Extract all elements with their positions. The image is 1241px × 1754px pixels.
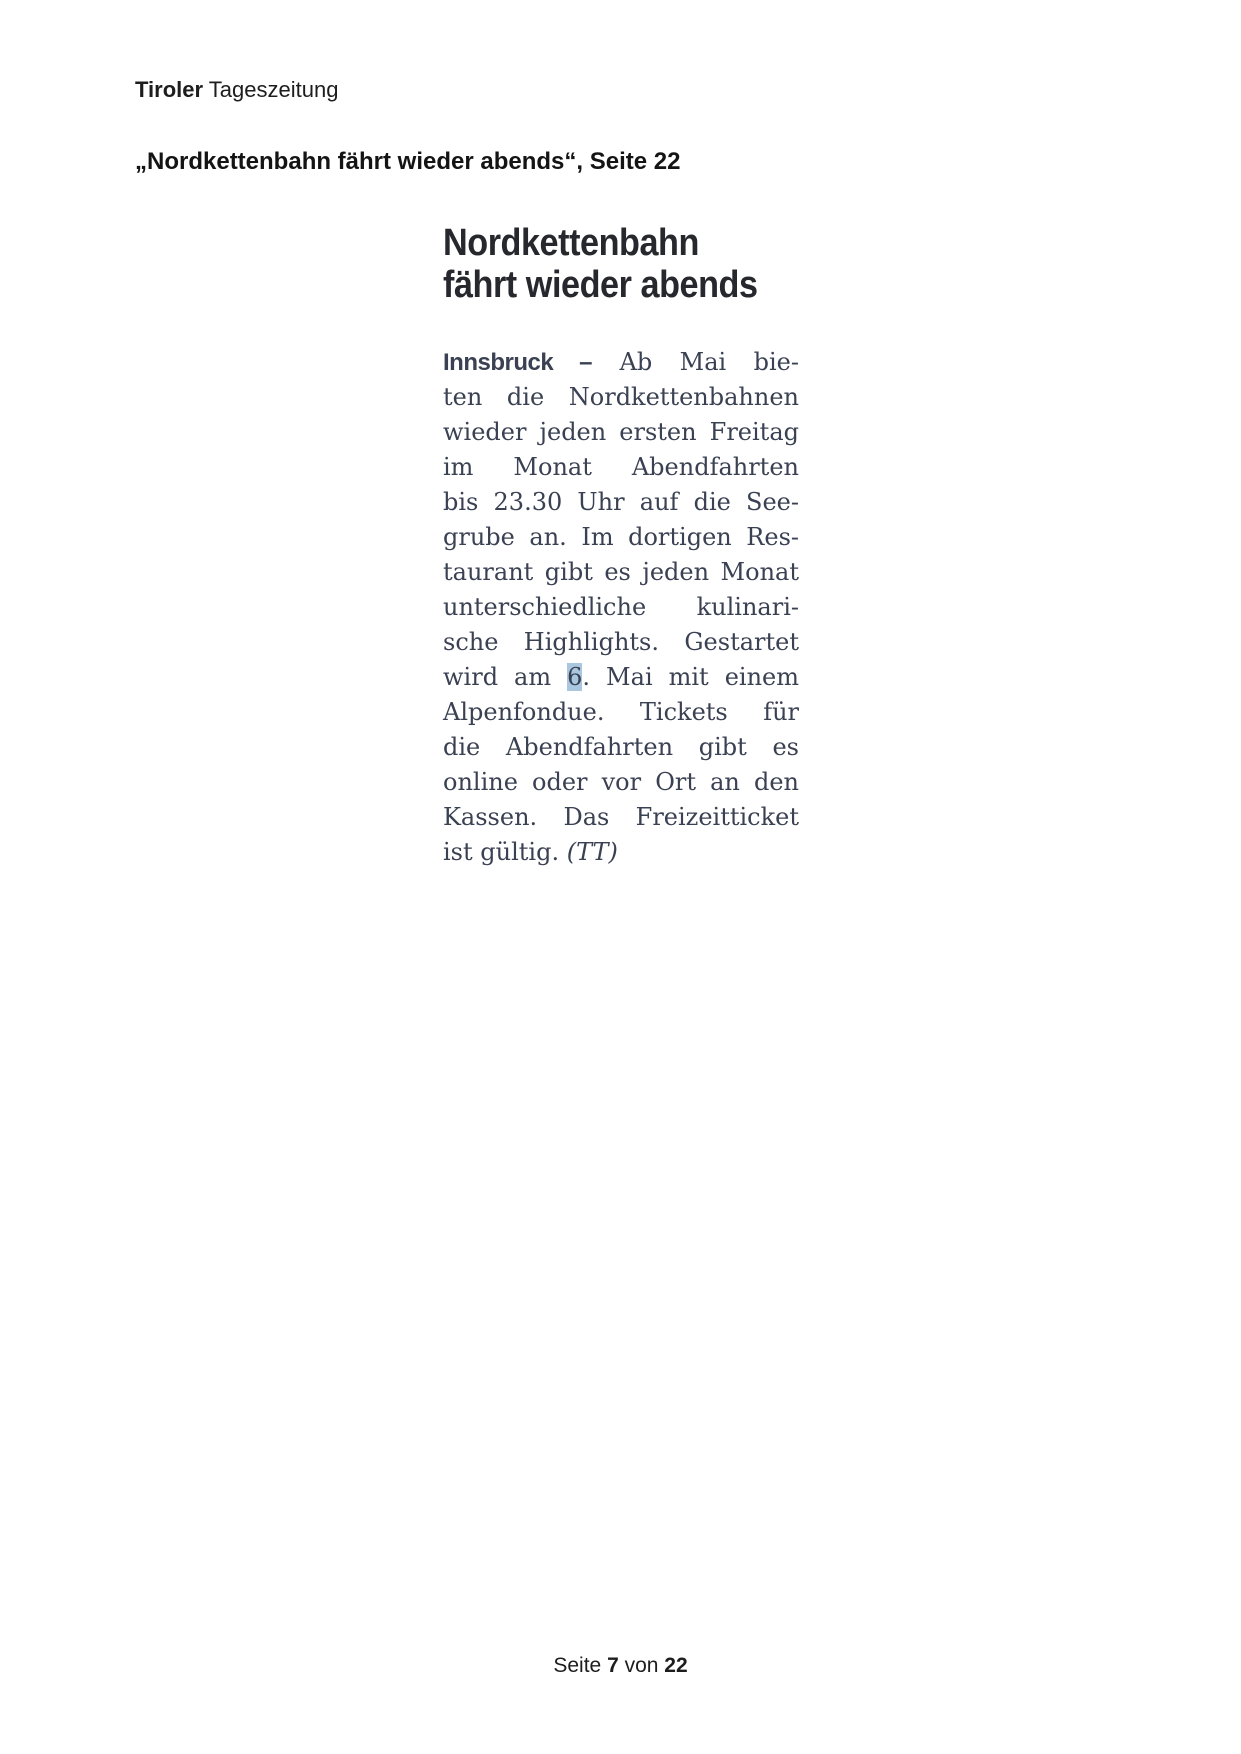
newspaper-name-bold: Tiroler [135, 77, 204, 102]
article-text-segment: taurant gibt es jeden Monat [443, 558, 799, 586]
press-clipping [443, 222, 799, 870]
article-body-line [443, 450, 799, 485]
article-text-segment: Innsbruck – [443, 349, 593, 376]
article-body-line [443, 730, 799, 765]
article-text-segment: . Mai mit einem [582, 663, 799, 691]
article-text-segment: im Monat Abendfahrten [443, 453, 799, 481]
page-number-footer [0, 1655, 1241, 1676]
article-body-line [443, 765, 799, 800]
article-title-line-2: fährt wieder abends [443, 264, 758, 306]
article-text-segment: bis 23.30 Uhr auf die See- [443, 488, 799, 516]
article-body-line [443, 625, 799, 660]
article-body-line [443, 660, 799, 695]
article-body-line [443, 380, 799, 415]
article-title-line-1: Nordkettenbahn [443, 222, 699, 264]
newspaper-name [135, 79, 338, 101]
article-text-segment: Ab Mai bie- [592, 348, 799, 376]
article-body-line [443, 800, 799, 835]
footer-total-pages: 22 [664, 1654, 688, 1677]
article-body-line [443, 415, 799, 450]
footer-separator: von [618, 1654, 665, 1677]
article-title [443, 222, 763, 306]
article-body-line [443, 485, 799, 520]
article-body-line [443, 835, 799, 870]
newspaper-name-regular: Tageszeitung [203, 77, 339, 102]
article-text-segment: unterschiedliche kulinari- [443, 593, 799, 621]
article-body-line [443, 695, 799, 730]
article-text-segment: ist gültig. [443, 838, 567, 866]
article-text-segment: Alpenfondue. Tickets für [443, 698, 799, 726]
article-body-line [443, 345, 799, 380]
article-text-segment: die Abendfahrten gibt es [443, 733, 799, 761]
article-text-segment: online oder vor Ort an den [443, 768, 799, 796]
footer-label: Seite [553, 1654, 608, 1677]
footer-current-page: 7 [607, 1654, 619, 1677]
article-body-line [443, 555, 799, 590]
article-text-segment: Kassen. Das Freizeitticket [443, 803, 799, 831]
article-text-segment: wird am [443, 663, 568, 691]
article-text-segment: ten die Nordkettenbahnen [443, 383, 799, 411]
article-text-segment: sche Highlights. Gestartet [443, 628, 799, 656]
article-body-line [443, 590, 799, 625]
article-text-segment: grube an. Im dortigen Res- [443, 523, 799, 551]
article-text-segment: (TT) [566, 838, 618, 866]
article-body [443, 345, 799, 870]
document-headline: „Nordkettenbahn fährt wieder abends“, Seite 22 [135, 148, 681, 175]
article-body-line [443, 520, 799, 555]
highlighted-date: 6 [567, 663, 583, 691]
article-text-segment: wieder jeden ersten Freitag [443, 418, 799, 446]
